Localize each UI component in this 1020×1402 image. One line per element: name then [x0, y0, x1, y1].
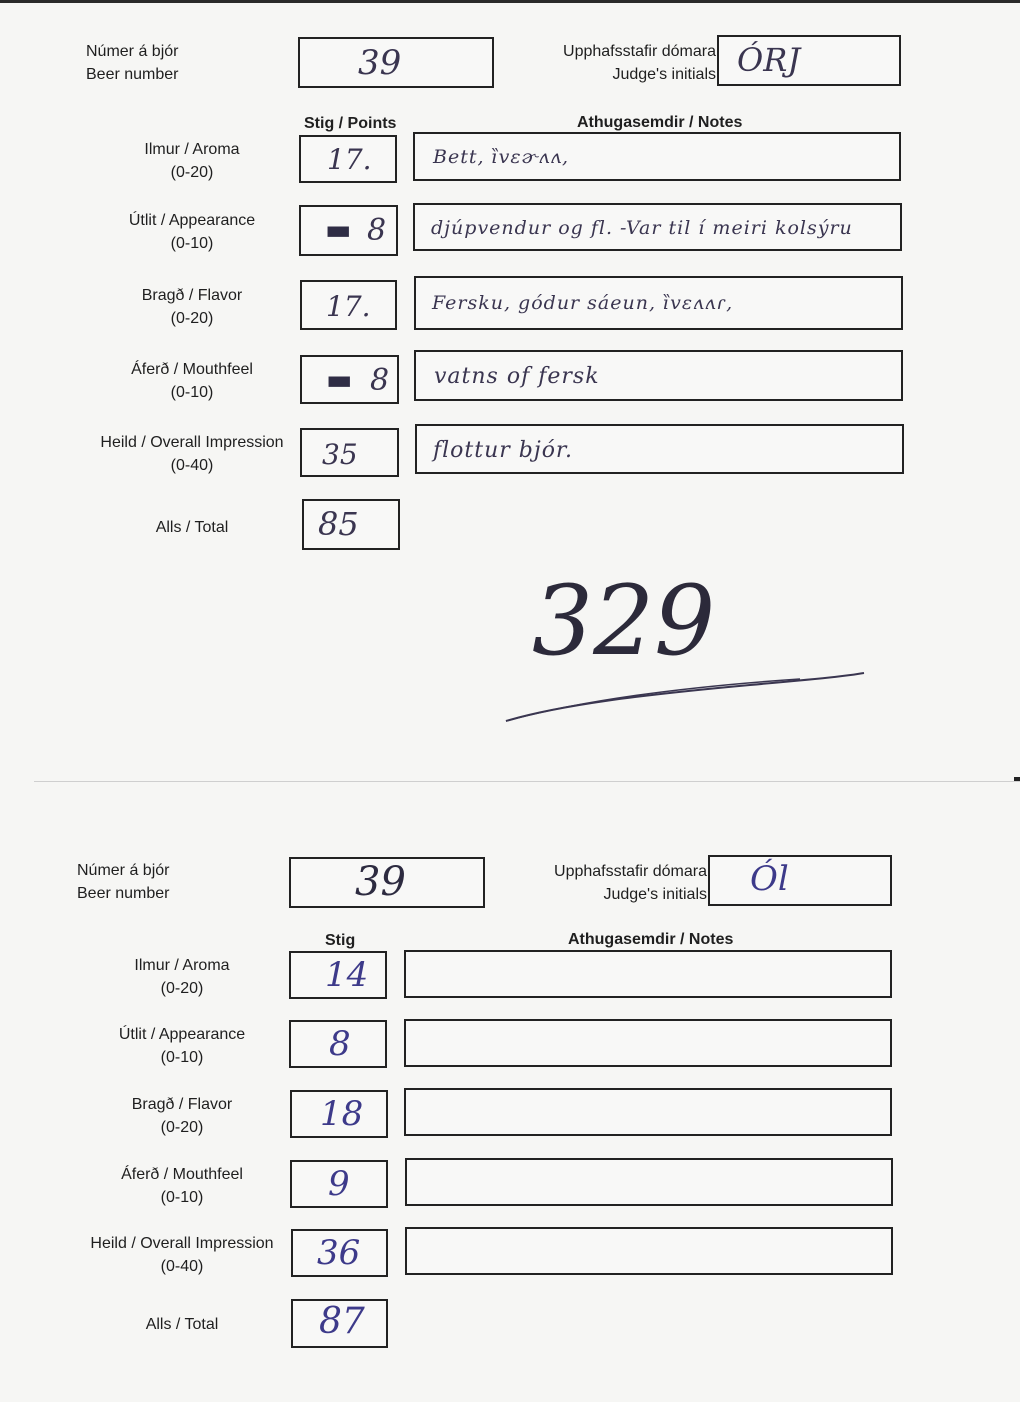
total-label [92, 516, 292, 539]
flavor-label-2 [82, 1093, 282, 1139]
beer-number-label-is: Númer á bjór [86, 43, 179, 60]
mouthfeel-range-2: (0-10) [160, 1189, 204, 1206]
overall-notes-value: flottur bjór. [433, 438, 574, 463]
flavor-notes-value: Fersku, gódur sáeun, ȉvɛʌʌɾ, [432, 292, 734, 314]
aroma-notes-field-2[interactable] [404, 950, 892, 998]
beer-number-label-en-2: Beer number [77, 885, 170, 902]
total-score-value-2: 87 [319, 1301, 365, 1342]
appearance-label-text: Útlit / Appearance [128, 212, 256, 229]
appearance-notes-field-2[interactable] [404, 1019, 892, 1067]
judge-initials-label-is-2: Upphafsstafir dómara [554, 863, 707, 880]
overall-notes-field-2[interactable] [405, 1227, 893, 1275]
aroma-label-text: Ilmur / Aroma [144, 141, 240, 158]
beer-number-field[interactable] [298, 37, 494, 88]
mouthfeel-notes-field-2[interactable] [405, 1158, 893, 1206]
mouthfeel-notes-value: vatns of fersk [434, 364, 600, 389]
overall-score-value-2: 36 [317, 1233, 361, 1273]
flavor-score-value: 17. [326, 290, 371, 323]
overall-notes-field[interactable] [415, 424, 904, 474]
beer-number-label-en: Beer number [86, 66, 179, 83]
overall-label-text: Heild / Overall Impression [100, 434, 284, 451]
mouthfeel-label-text: Áferð / Mouthfeel [131, 361, 253, 378]
overall-label [92, 431, 292, 477]
mouthfeel-label [92, 358, 292, 404]
sheet-divider [34, 781, 1020, 782]
overall-score-field[interactable] [300, 428, 399, 477]
beer-number-value: 39 [358, 43, 402, 83]
overall-range: (0-40) [170, 457, 214, 474]
beer-number-label [86, 40, 179, 86]
appearance-range: (0-10) [170, 235, 214, 252]
total-label-text: Alls / Total [155, 519, 229, 536]
judge-initials-label [520, 40, 716, 86]
judge-initials-value-2: Ól [750, 859, 789, 899]
notes-column-header: Athugasemdir / Notes [577, 114, 743, 131]
beer-number-label-2 [77, 859, 170, 905]
flavor-score-field[interactable] [300, 280, 397, 330]
mouthfeel-score-value-2: 9 [328, 1164, 350, 1204]
aroma-notes-field[interactable] [413, 132, 901, 181]
appearance-score-field[interactable] [299, 205, 398, 256]
aroma-range-2: (0-20) [160, 980, 204, 997]
mouthfeel-notes-field[interactable] [414, 350, 903, 401]
judge-initials-field[interactable] [717, 35, 901, 86]
points-column-header-2: Stig [325, 932, 356, 949]
judge-initials-field-2[interactable] [708, 855, 892, 906]
flavor-notes-field-2[interactable] [404, 1088, 892, 1136]
flavor-range-2: (0-20) [160, 1119, 204, 1136]
handwritten-sheet-number: 329 [532, 565, 716, 677]
appearance-label-2 [82, 1023, 282, 1069]
total-score-value: 85 [318, 505, 359, 543]
aroma-notes-value: Bett, ȉvɛɚʌʌ, [433, 146, 570, 168]
judge-initials-label-is: Upphafsstafir dómara [563, 43, 716, 60]
aroma-label-text-2: Ilmur / Aroma [134, 957, 230, 974]
aroma-score-value: 17. [327, 143, 372, 176]
aroma-score-field[interactable] [299, 135, 397, 183]
appearance-label-text-2: Útlit / Appearance [118, 1026, 246, 1043]
judge-initials-label-en: Judge's initials [612, 66, 716, 83]
aroma-label [92, 138, 292, 184]
overall-range-2: (0-40) [160, 1258, 204, 1275]
total-label-text-2: Alls / Total [145, 1316, 219, 1333]
flavor-score-value-2: 18 [320, 1094, 364, 1134]
mouthfeel-score-value: 8 [370, 363, 390, 398]
appearance-notes-field[interactable] [413, 203, 902, 251]
aroma-score-field-2[interactable] [289, 951, 387, 999]
points-column-header: Stig / Points [304, 115, 397, 132]
beer-number-field-2[interactable] [289, 857, 485, 908]
mouthfeel-crossed-out: ▬ [326, 363, 353, 396]
aroma-label-2 [82, 954, 282, 1000]
flavor-label-text-2: Bragð / Flavor [131, 1096, 233, 1113]
handwritten-signature-stroke [500, 665, 870, 730]
appearance-score-field-2[interactable] [289, 1020, 387, 1068]
notes-column-header-2: Athugasemdir / Notes [568, 931, 734, 948]
overall-score-field-2[interactable] [291, 1229, 388, 1277]
overall-label-text-2: Heild / Overall Impression [90, 1235, 274, 1252]
total-score-field[interactable] [302, 499, 400, 550]
overall-label-2 [82, 1232, 282, 1278]
score-sheet-2 [0, 783, 1020, 1402]
aroma-range: (0-20) [170, 164, 214, 181]
aroma-score-value-2: 14 [325, 955, 369, 995]
appearance-range-2: (0-10) [160, 1049, 204, 1066]
flavor-label [92, 284, 292, 330]
appearance-notes-value: djúpvendur og fl. -Var til í meiri kolsýru [431, 217, 853, 239]
judge-initials-value: ÓRJ [737, 41, 801, 79]
total-score-field-2[interactable] [291, 1299, 388, 1348]
flavor-range: (0-20) [170, 310, 214, 327]
mouthfeel-score-field-2[interactable] [290, 1160, 388, 1208]
appearance-score-value: 8 [367, 213, 387, 248]
beer-number-value-2: 39 [355, 859, 406, 905]
flavor-label-text: Bragð / Flavor [141, 287, 243, 304]
judge-initials-label-2 [511, 860, 707, 906]
flavor-score-field-2[interactable] [290, 1090, 388, 1138]
flavor-notes-field[interactable] [414, 276, 903, 330]
mouthfeel-score-field[interactable] [300, 355, 399, 404]
total-label-2 [82, 1313, 282, 1336]
appearance-label [92, 209, 292, 255]
overall-score-value: 35 [322, 438, 358, 471]
mouthfeel-label-2 [82, 1163, 282, 1209]
mouthfeel-label-text-2: Áferð / Mouthfeel [121, 1166, 243, 1183]
mouthfeel-range: (0-10) [170, 384, 214, 401]
appearance-crossed-out: ▬ [325, 213, 352, 246]
judge-initials-label-en-2: Judge's initials [603, 886, 707, 903]
beer-number-label-is-2: Númer á bjór [77, 862, 170, 879]
appearance-score-value-2: 8 [329, 1024, 351, 1064]
